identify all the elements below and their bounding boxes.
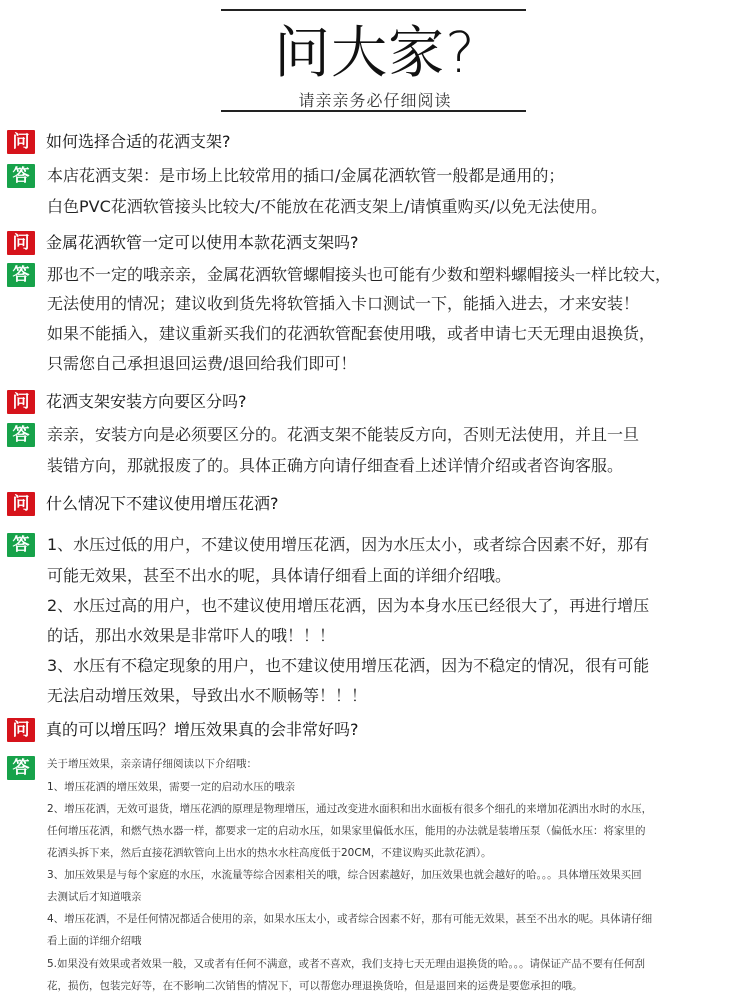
answer-5-line: 任何增压花洒，和燃气热水器一样，都要求一定的启动水压，如果家里偏低水压，能用的办法就是装增压泵（偏低水压：将家里的: [47, 825, 646, 837]
question-4: 什么情况下不建议使用增压花洒?: [46, 494, 279, 513]
answer-5-line: 2、增压花洒，无效可退货，增压花洒的原理是物理增压，通过改变进水面积和出水面板有很多个细孔的来增加花洒出水时的水压，: [47, 803, 653, 815]
answer-1-line: 白色PVC花洒软管接头比较大/不能放在花洒支架上/请慎重购买/以免无法使用。: [47, 197, 607, 216]
answer-4-line: 3、水压有不稳定现象的用户，也不建议使用增压花洒，因为不稳定的情况，很有可能: [47, 656, 650, 675]
question-1: 如何选择合适的花洒支架?: [46, 132, 231, 151]
answer-5-line: 5.如果没有效果或者效果一般，又或者有任何不满意，或者不喜欢，我们支持七天无理由退换货的哈。。。请保证产品不要有任何刮: [47, 958, 646, 970]
answer-5-line: 4、增压花洒，不是任何情况都适合使用的亲，如果水压太小，或者综合因素不好，那有可能无效果，甚至不出水的呢。具体请仔细: [47, 913, 653, 925]
answer-badge: 答: [7, 533, 35, 557]
question-badge: 问: [7, 130, 35, 154]
question-badge: 问: [7, 390, 35, 414]
answer-badge: 答: [7, 756, 35, 780]
answer-badge: 答: [7, 423, 35, 447]
answer-5-line: 花洒头拆下来，然后直接花洒软管向上出水的热水水柱高度低于20CM，不建议购买此款花洒）。: [47, 847, 492, 859]
answer-5-line: 1、增压花洒的增压效果，需要一定的启动水压的哦亲: [47, 781, 296, 793]
answer-2-line: 那也不一定的哦亲亲，金属花洒软管螺帽接头也可能有少数和塑料螺帽接头一样比较大，: [47, 265, 672, 284]
answer-4-line: 2、水压过高的用户，也不建议使用增压花洒，因为本身水压已经很大了，再进行增压: [47, 596, 650, 615]
answer-2-line: 只需您自己承担退回运费/退回给我们即可！: [47, 354, 357, 373]
answer-4-line: 1、水压过低的用户，不建议使用增压花洒，因为水压太小，或者综合因素不好，那有: [47, 535, 650, 554]
answer-4-line: 的话，那出水效果是非常吓人的哦！！！: [47, 626, 336, 645]
answer-badge: 答: [7, 164, 35, 188]
answer-5-line: 去测试后才知道哦亲: [47, 891, 142, 903]
answer-3-line: 装错方向，那就报废了的。具体正确方向请仔细查看上述详情介绍或者咨询客服。: [47, 456, 624, 475]
page-subtitle: 请亲亲务必仔细阅读: [298, 91, 452, 110]
header-top-rule: [221, 9, 526, 11]
answer-2-line: 无法使用的情况；建议收到货先将软管插入卡口测试一下，能插入进去，才来安装！: [47, 294, 640, 313]
question-2: 金属花洒软管一定可以使用本款花洒支架吗?: [46, 233, 359, 252]
question-badge: 问: [7, 718, 35, 742]
question-3: 花洒支架安装方向要区分吗?: [46, 392, 247, 411]
question-5: 真的可以增压吗？增压效果真的会非常好吗?: [46, 720, 359, 739]
answer-2-line: 如果不能插入，建议重新买我们的花洒软管配套使用哦，或者申请七天无理由退换货，: [47, 324, 656, 343]
answer-1-line: 本店花洒支架：是市场上比较常用的插口/金属花洒软管一般都是通用的；: [47, 166, 565, 185]
answer-4-line: 无法启动增压效果，导致出水不顺畅等！！！: [47, 686, 368, 705]
page-title: 问大家?: [274, 21, 476, 86]
answer-3-line: 亲亲，安装方向是必须要区分的。花洒支架不能装反方向，否则无法使用，并且一旦: [47, 425, 640, 444]
answer-5-line: 3、加压效果是与每个家庭的水压，水流量等综合因素相关的哦，综合因素越好，加压效果也就会越好的哈。。。具体增压效果买回: [47, 869, 642, 881]
answer-5-line: 花，损伤，包装完好等，在不影响二次销售的情况下，可以帮您办理退换货哈，但是退回来的运费是要您承担的哦。: [47, 980, 583, 992]
answer-5-line: 关于增压效果，亲亲请仔细阅读以下介绍哦：: [47, 758, 257, 770]
question-badge: 问: [7, 231, 35, 255]
answer-5-line: 看上面的详细介绍哦: [47, 935, 142, 947]
question-badge: 问: [7, 492, 35, 516]
answer-4-line: 可能无效果，甚至不出水的呢，具体请仔细看上面的详细介绍哦。: [47, 566, 512, 585]
header-bottom-rule: [221, 110, 526, 112]
answer-badge: 答: [7, 263, 35, 287]
